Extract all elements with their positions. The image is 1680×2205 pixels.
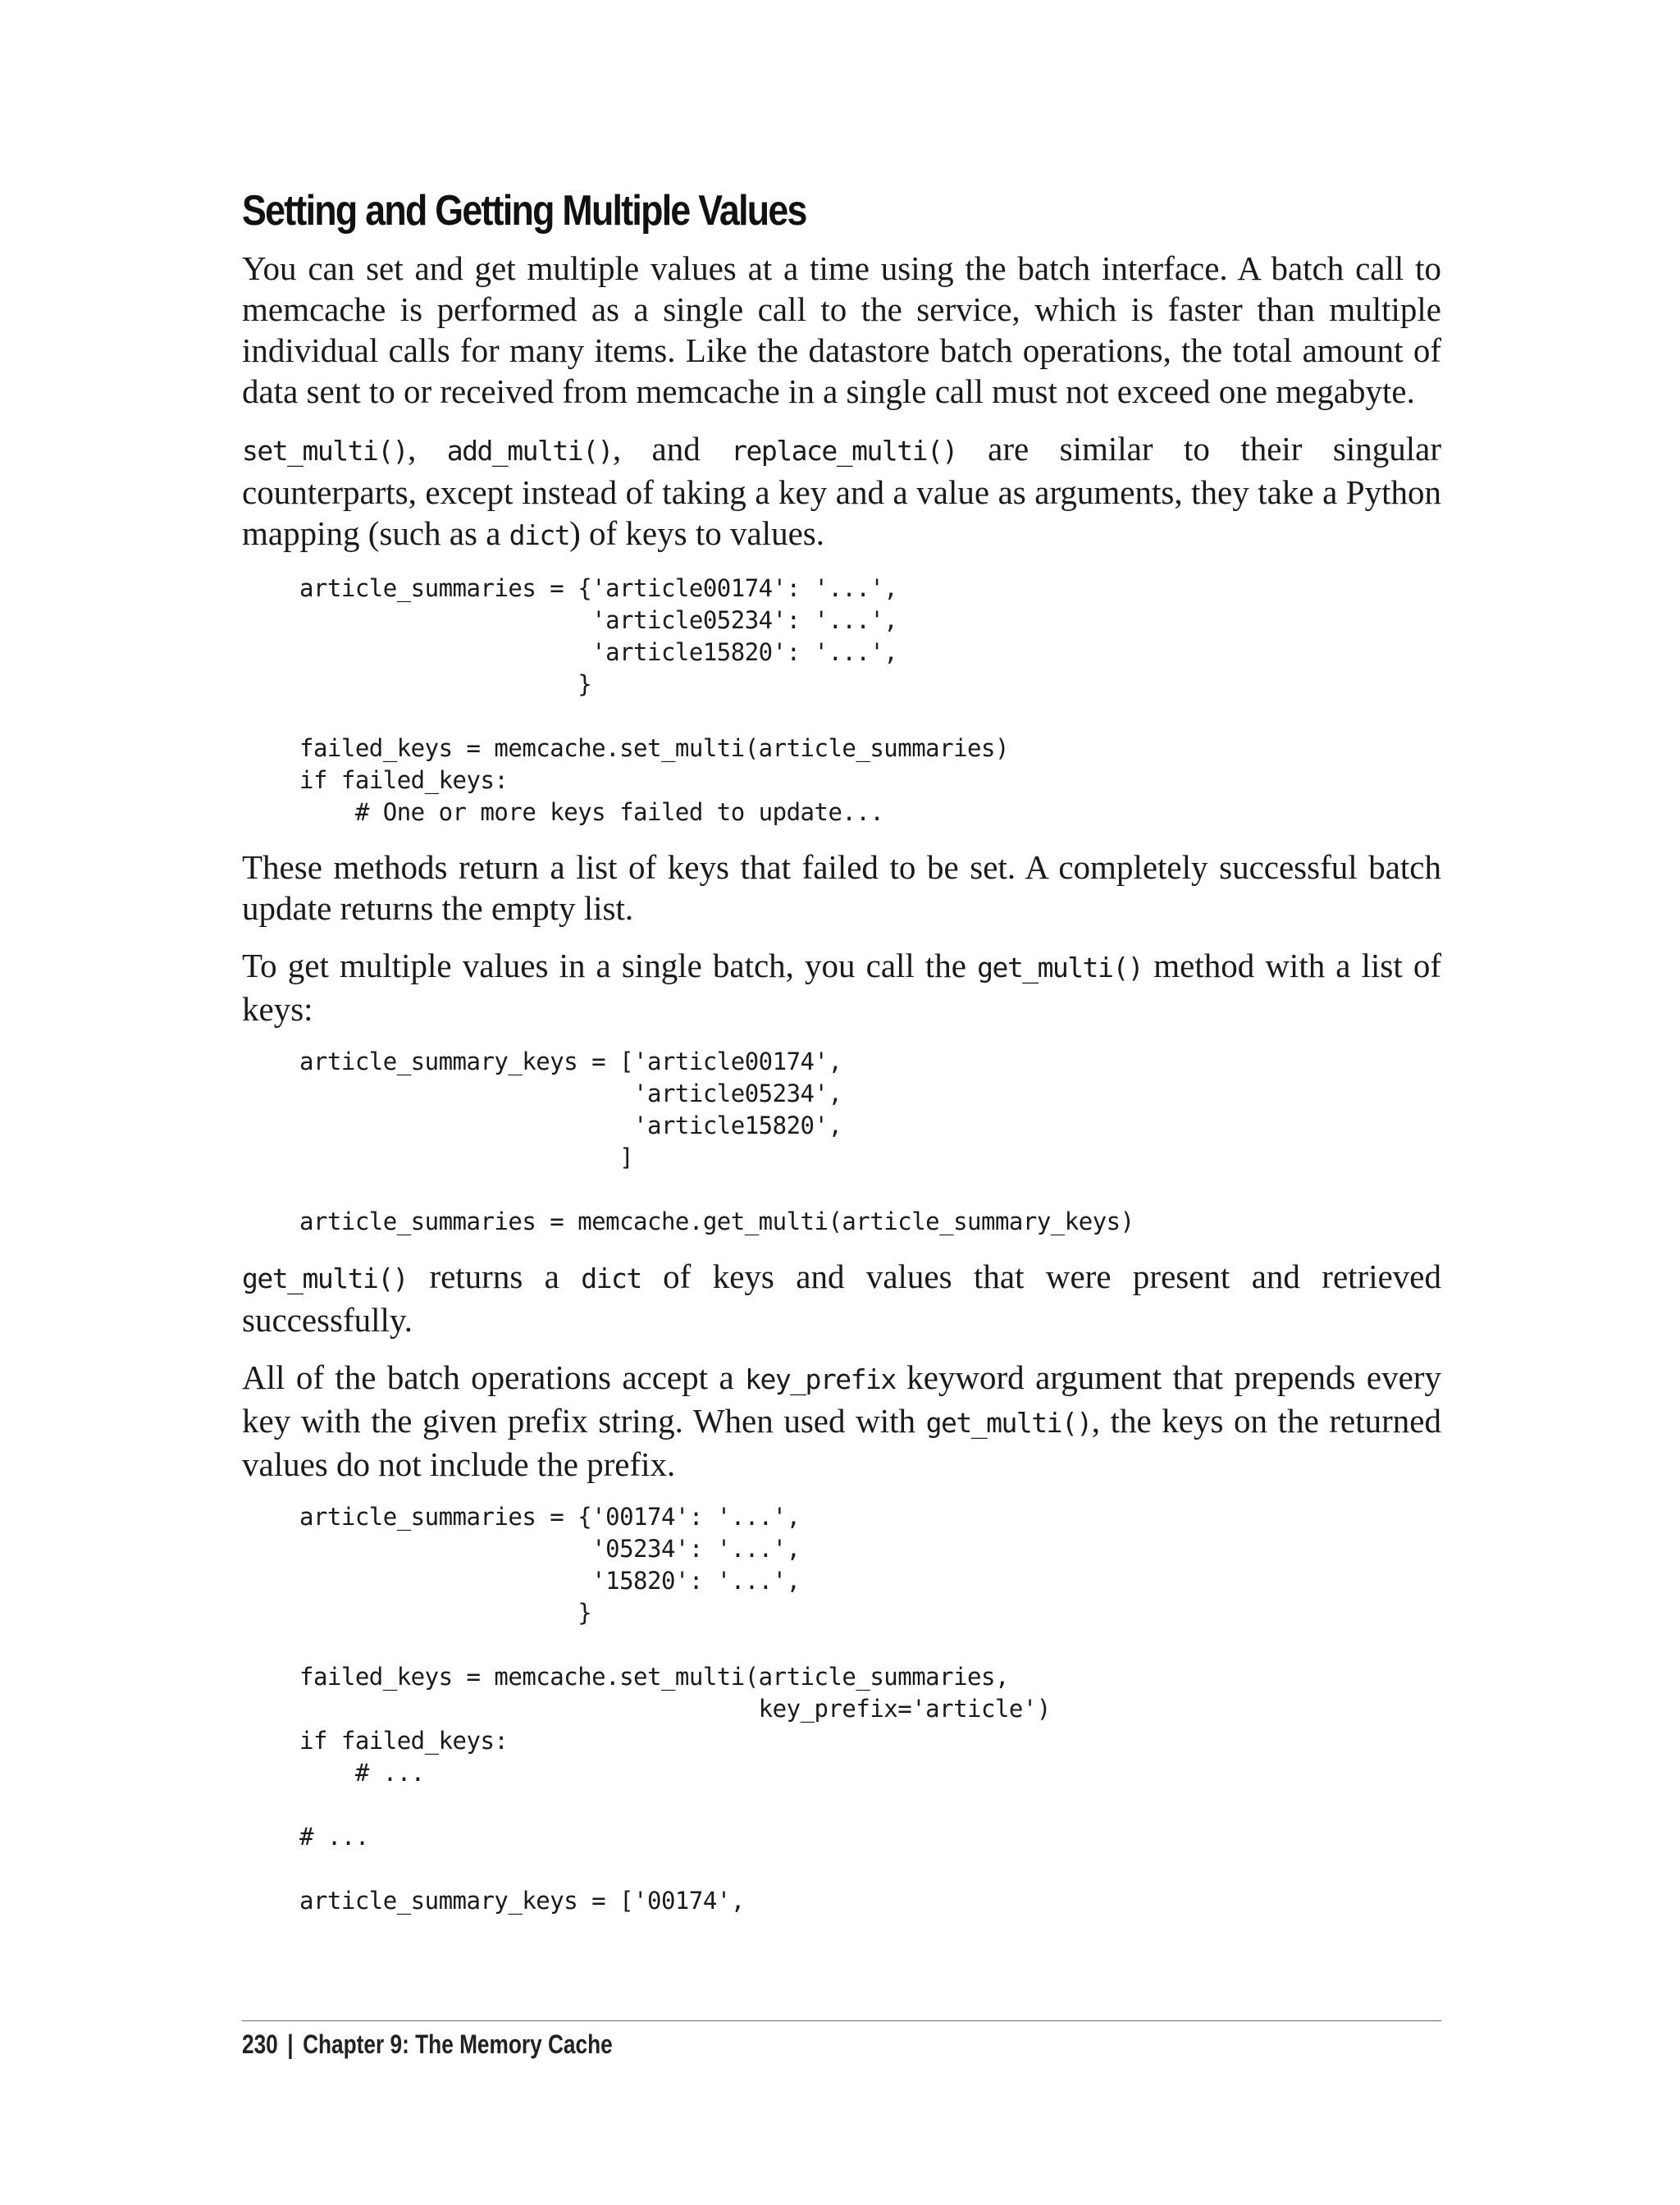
- inline-code-get-multi: get_multi(): [977, 952, 1144, 984]
- text-fragment: To get multiple values in a single batch, you call the: [242, 947, 978, 984]
- text-fragment: method with a list of keys:: [242, 947, 1441, 1028]
- code-block-get-multi: article_summary_keys = ['article00174', 'article05234', 'article15820', ] article_summaries = memcache.get_multi(article_summary_keys): [299, 1048, 1134, 1235]
- inline-code-replace-multi: replace_multi(): [731, 435, 957, 467]
- chapter-title: Chapter 9: The Memory Cache: [303, 2029, 613, 2059]
- inline-code-get-multi: get_multi(): [925, 1407, 1092, 1439]
- text-fragment: ) of keys to values.: [569, 514, 824, 552]
- text-fragment: are similar to their singular counterparts, except instead of taking a key and a value as arguments, they take a Python mapping (such as a: [242, 430, 1441, 552]
- paragraph-return-failed-keys: These methods return a list of keys that failed to be set. A completely successful batch update returns the empty list.: [242, 848, 1441, 927]
- paragraph-get-multi-returns: [242, 1256, 1441, 1340]
- paragraph-key-prefix: [242, 1357, 1441, 1485]
- paragraph-batch-intro: You can set and get multiple values at a time using the batch interface. A batch call to memcache is performed as a single call to the service, which is faster than multiple individual calls for many items. Like the datastore batch operations, the total amount of data sent to or received from memcache in a single call must not exceed one megabyte.: [242, 249, 1441, 410]
- page-footer: [242, 2020, 1441, 2060]
- text-fragment: keyword argument that prepends every key with the given prefix string. When used with: [242, 1358, 1441, 1440]
- inline-code-dict: dict: [581, 1262, 641, 1294]
- text-fragment: , the keys on the returned values do not include the prefix.: [242, 1402, 1441, 1483]
- code-block-set-multi: article_summaries = {'article00174': '...', 'article05234': '...', 'article15820': '...', } failed_keys = memcache.set_multi(article_summaries) if failed_keys: # One or more keys failed to update...: [299, 574, 1009, 826]
- page-number: 230: [242, 2029, 278, 2059]
- inline-code-key-prefix: key_prefix: [745, 1363, 896, 1395]
- text-fragment: of keys and values that were present and retrieved successfully.: [242, 1258, 1441, 1339]
- inline-code-add-multi: add_multi(): [446, 435, 613, 467]
- text-fragment: , and: [612, 430, 732, 468]
- paragraph-multi-methods: [242, 428, 1441, 556]
- text-fragment: ,: [408, 430, 447, 468]
- section-heading: Setting and Getting Multiple Values: [242, 187, 806, 235]
- paragraph-get-multi-intro: [242, 945, 1441, 1029]
- page-content: [242, 182, 1441, 1935]
- text-fragment: All of the batch operations accept a: [242, 1358, 746, 1396]
- code-block-key-prefix: article_summaries = {'00174': '...', '05234': '...', '15820': '...', } failed_keys = memcache.set_multi(article_summaries, key_prefix='article') if failed_keys: # ... # ... article_summary_keys = ['00174',: [299, 1503, 1051, 1915]
- inline-code-dict: dict: [509, 519, 570, 551]
- inline-code-get-multi: get_multi(): [242, 1262, 409, 1294]
- text-fragment: returns a: [408, 1258, 582, 1295]
- footer-separator: |: [287, 2029, 294, 2059]
- inline-code-set-multi: set_multi(): [242, 435, 409, 467]
